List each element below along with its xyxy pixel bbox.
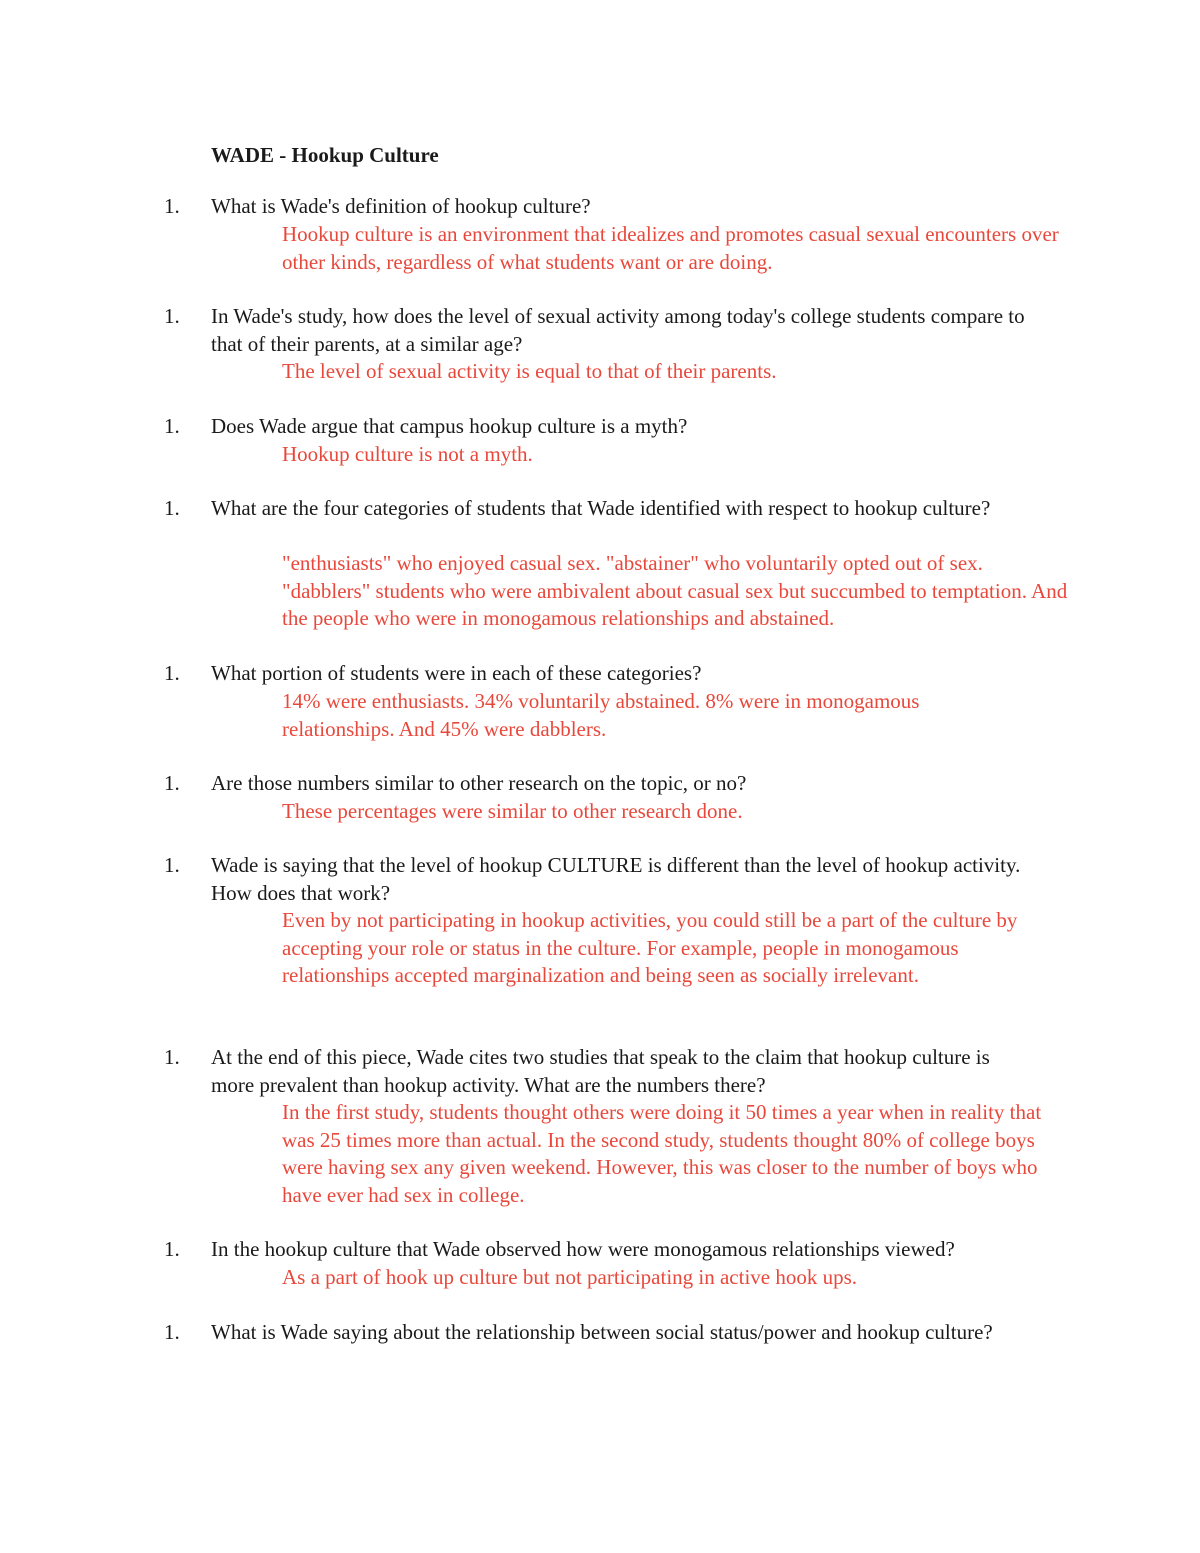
question-text: In the hookup culture that Wade observed how were monogamous relationships viewed? [211,1237,955,1261]
question-number: 1. [164,1045,180,1069]
answer-text: 14% were enthusiasts. 34% voluntarily abstained. 8% were in monogamous relationships. And 45% were dabblers. [282,689,920,741]
answer-text: Even by not participating in hookup activities, you could still be a part of the culture by accepting your role or status in the culture. For example, people in monogamous relationships accepted marginalization and being seen as socially irrelevant. [282,908,1018,987]
question-number: 1. [164,496,180,520]
question-number: 1. [164,1237,180,1261]
question-text: What is Wade's definition of hookup culture? [211,194,591,218]
question-number: 1. [164,194,180,218]
question-number: 1. [164,414,180,438]
answer-text: In the first study, students thought others were doing it 50 times a year when in reality that was 25 times more than actual. In the second study, students thought 80% of college boys were having sex any given weekend. However, this was closer to the number of boys who have ever had sex in college. [282,1100,1042,1207]
question-text: What is Wade saying about the relationship between social status/power and hookup culture? [211,1320,993,1344]
question-text: Are those numbers similar to other research on the topic, or no? [211,771,747,795]
answer-text: As a part of hook up culture but not participating in active hook ups. [282,1265,858,1289]
question-number: 1. [164,1320,180,1344]
question-text: Wade is saying that the level of hookup CULTURE is different than the level of hookup activity. How does that work? [211,853,1021,905]
question-text: Does Wade argue that campus hookup culture is a myth? [211,414,688,438]
answer-text: Hookup culture is not a myth. [282,442,533,466]
question-text: What portion of students were in each of these categories? [211,661,702,685]
question-number: 1. [164,853,180,877]
question-text: What are the four categories of students that Wade identified with respect to hookup culture? [211,496,991,520]
answer-text: The level of sexual activity is equal to that of their parents. [282,359,777,383]
answer-text: Hookup culture is an environment that idealizes and promotes casual sexual encounters over other kinds, regardless of what students want or are doing. [282,222,1059,274]
answer-text: These percentages were similar to other research done. [282,799,743,823]
question-number: 1. [164,304,180,328]
question-text: In Wade's study, how does the level of sexual activity among today's college students compare to that of their parents, at a similar age? [211,304,1025,356]
question-number: 1. [164,661,180,685]
document-title: WADE - Hookup Culture [211,143,439,167]
question-text: At the end of this piece, Wade cites two studies that speak to the claim that hookup culture is more prevalent than hookup activity. What are the numbers there? [211,1045,990,1097]
question-number: 1. [164,771,180,795]
answer-text: "enthusiasts" who enjoyed casual sex. "abstainer" who voluntarily opted out of sex. "dabblers" students who were ambivalent about casual sex but succumbed to temptation. And the people who were in monogamous relationships and abstained. [282,551,1068,630]
